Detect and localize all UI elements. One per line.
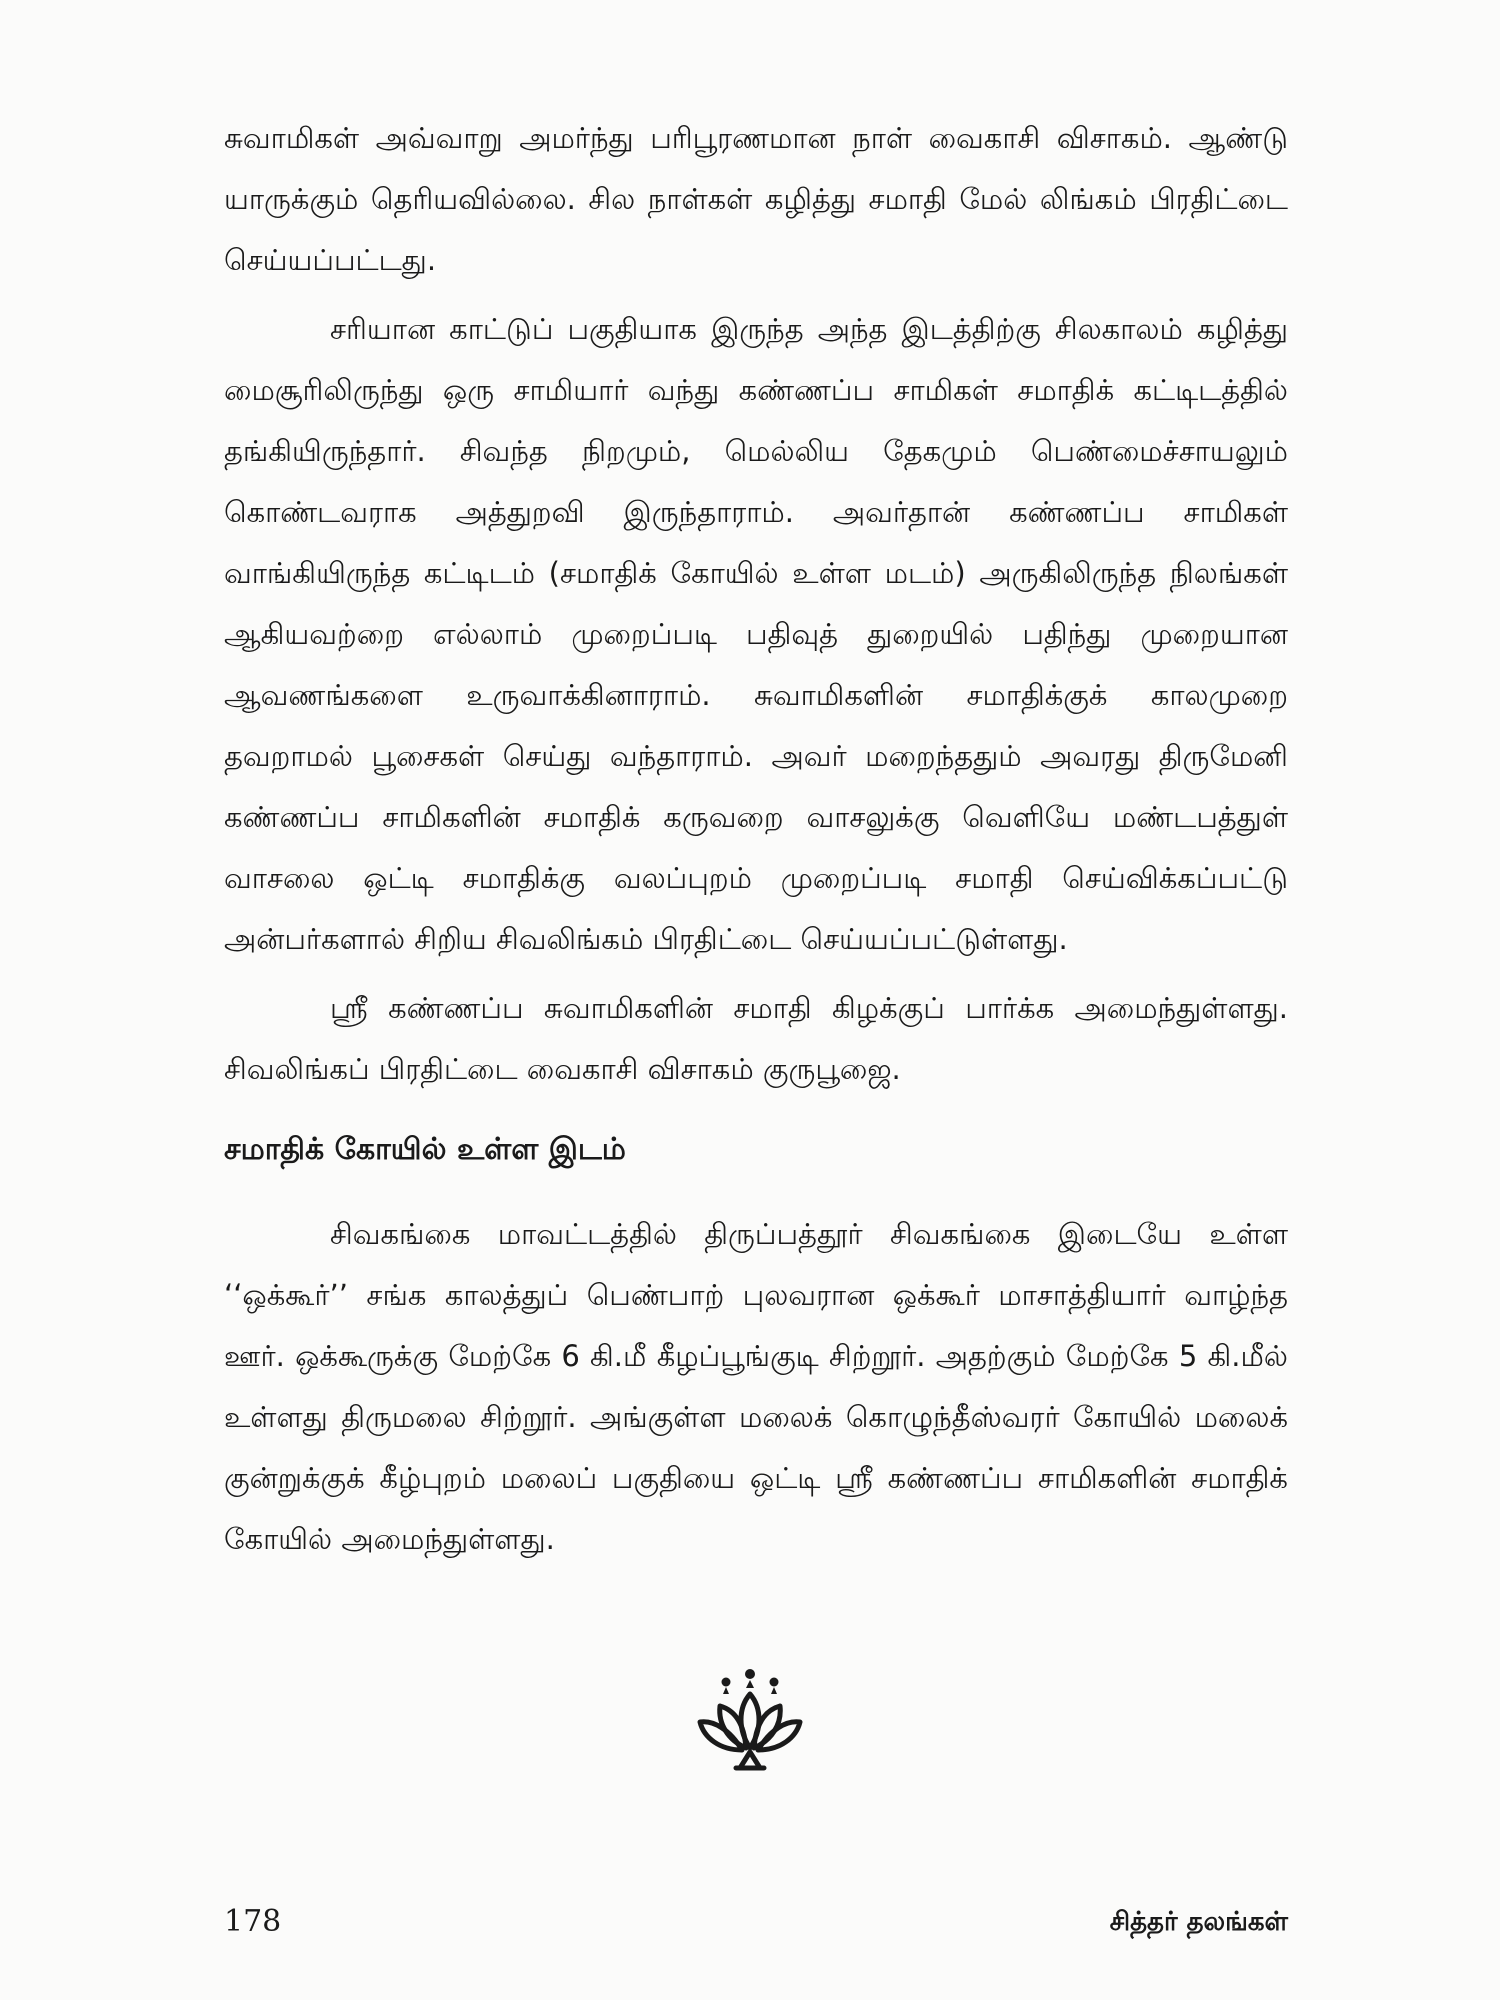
- paragraph-1: சுவாமிகள் அவ்வாறு அமர்ந்து பரிபூரணமான நாள் வைகாசி விசாகம். ஆண்டு யாருக்கும் தெரியவில்லை. சில நாள்கள் கழித்து சமாதி மேல் லிங்கம் பிரதிட்டை செய்யப்பட்டது.: [224, 121, 1288, 277]
- section-heading: சமாதிக் கோயில் உள்ள இடம்: [224, 1132, 626, 1167]
- page-body: [224, 108, 1288, 1570]
- page-number: 178: [224, 1904, 282, 1939]
- running-title: சித்தர் தலங்கள்: [1109, 1907, 1288, 1937]
- section-paragraph: சிவகங்கை மாவட்டத்தில் திருப்பத்தூர் சிவகங்கை இடையே உள்ள ‘‘ஒக்கூர்’’ சங்க காலத்துப் பெண்பாற் புலவரான ஒக்கூர் மாசாத்தியார் வாழ்ந்த ஊர். ஒக்கூருக்கு மேற்கே 6 கி.மீ கீழப்பூங்குடி சிற்றூர். அதற்கும் மேற்கே 5 கி.மீல் உள்ளது திருமலை சிற்றூர். அங்குள்ள மலைக் கொழுந்தீஸ்வரர் கோயில் மலைக் குன்றுக்குக் கீழ்புறம் மலைப் பகுதியை ஒட்டி ஸ்ரீ கண்ணப்ப சாமிகளின் சமாதிக் கோயில் அமைந்துள்ளது.: [224, 1217, 1288, 1556]
- paragraph-2: சரியான காட்டுப் பகுதியாக இருந்த அந்த இடத்திற்கு சிலகாலம் கழித்து மைசூரிலிருந்து ஒரு சாமியார் வந்து கண்ணப்ப சாமிகள் சமாதிக் கட்டிடத்தில் தங்கியிருந்தார். சிவந்த நிறமும், மெல்லிய தேகமும் பெண்மைச்சாயலும் கொண்டவராக அத்துறவி இருந்தாராம். அவர்தான் கண்ணப்ப சாமிகள் வாங்கியிருந்த கட்டிடம் (சமாதிக் கோயில் உள்ள மடம்) அருகிலிருந்த நிலங்கள் ஆகியவற்றை எல்லாம் முறைப்படி பதிவுத் துறையில் பதிந்து முறையான ஆவணங்களை உருவாக்கினாராம். சுவாமிகளின் சமாதிக்குக் காலமுறை தவறாமல் பூசைகள் செய்து வந்தாராம். அவர் மறைந்ததும் அவரது திருமேனி கண்ணப்ப சாமிகளின் சமாதிக் கருவறை வாசலுக்கு வெளியே மண்டபத்துள் வாசலை ஒட்டி சமாதிக்கு வலப்புறம் முறைப்படி சமாதி செய்விக்கப்பட்டு அன்பர்களால் சிறிய சிவலிங்கம் பிரதிட்டை செய்யப்பட்டுள்ளது.: [224, 312, 1288, 956]
- paragraph-3: ஸ்ரீ கண்ணப்ப சுவாமிகளின் சமாதி கிழக்குப் பார்க்க அமைந்துள்ளது. சிவலிங்கப் பிரதிட்டை வைகாசி விசாகம் குருபூஜை.: [224, 991, 1288, 1086]
- lotus-icon: [694, 1664, 806, 1776]
